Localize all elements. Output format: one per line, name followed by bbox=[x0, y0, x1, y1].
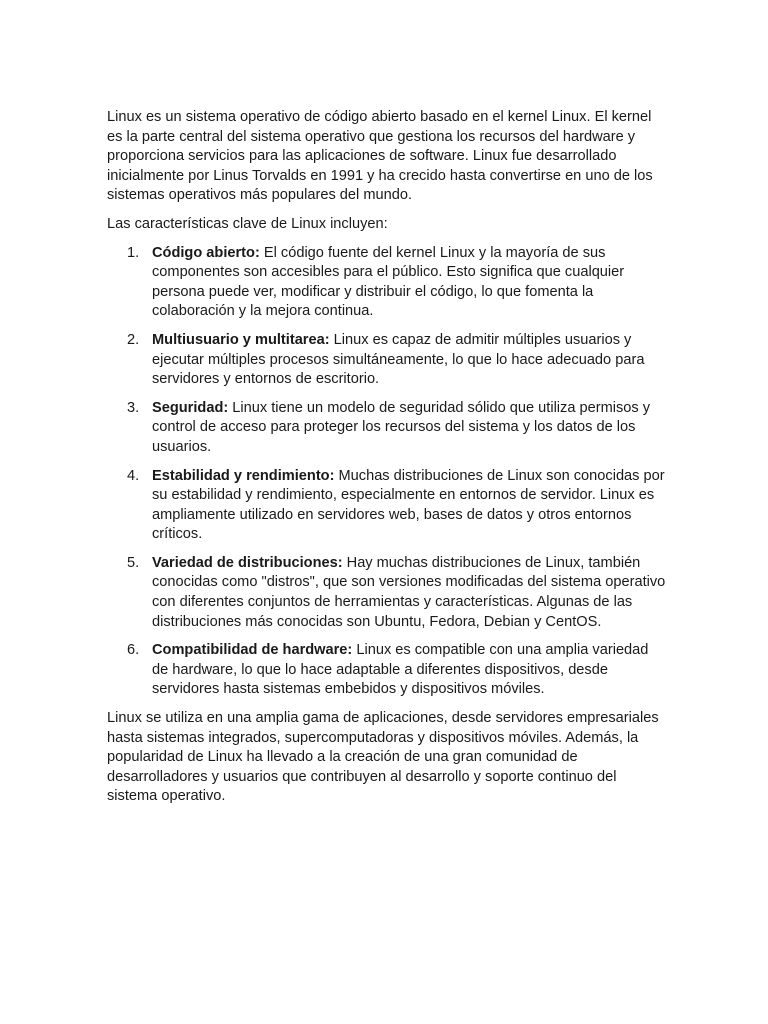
list-item-title: Seguridad: bbox=[152, 399, 229, 416]
list-item-title: Multiusuario y multitarea: bbox=[152, 331, 330, 348]
list-item-number: 2. bbox=[127, 331, 140, 348]
intro-paragraph: Linux es un sistema operativo de código abierto basado en el kernel Linux. El kernel es la parte central del sistema operativo que gestiona los recursos del hardware y proporciona servicios para las aplicaciones de software. Linux fue desarrollado inicialmente por Linus Torvalds en 1991 y ha crecido hasta convertirse en uno de los sistemas operativos más populares del mundo. bbox=[107, 109, 653, 204]
list-item-text: Linux es capaz de admitir múltiples usuarios y ejecutar múltiples procesos simultáneamente, lo que lo hace adecuado para servidores y entornos de escritorio. bbox=[152, 331, 645, 388]
list-item bbox=[107, 244, 667, 322]
document-page bbox=[107, 108, 667, 816]
list-intro-paragraph: Las características clave de Linux incluyen: bbox=[107, 215, 388, 232]
list-item-text: Linux tiene un modelo de seguridad sólido que utiliza permisos y control de acceso para proteger los recursos del sistema y los datos de los usuarios. bbox=[152, 399, 651, 455]
list-item-number: 4. bbox=[127, 467, 140, 484]
list-item-text: Hay muchas distribuciones de Linux, también conocidas como "distros", que son versiones modificadas del sistema operativo con diferentes conjuntos de herramientas y características. Algunas de las distribuciones más conocidas son Ubuntu, Fedora, Debian y CentOS. bbox=[152, 554, 666, 630]
list-item bbox=[107, 554, 667, 632]
list-item-text: Linux es compatible con una amplia variedad de hardware, lo que lo hace adaptable a diferentes dispositivos, desde servidores hasta sistemas embebidos y dispositivos móviles. bbox=[152, 642, 649, 698]
list-item-number: 3. bbox=[127, 399, 140, 416]
list-item bbox=[107, 331, 667, 390]
list-item-title: Variedad de distribuciones: bbox=[152, 554, 343, 571]
list-item bbox=[107, 641, 667, 700]
list-item bbox=[107, 399, 667, 458]
list-item-text: El código fuente del kernel Linux y la mayoría de sus componentes son accesibles para el público. Esto significa que cualquier persona puede ver, modificar y distribuir el código, lo que fomenta la colaboración y la mejora continua. bbox=[152, 244, 625, 320]
list-item-title: Estabilidad y rendimiento: bbox=[152, 467, 335, 484]
list-item-number: 6. bbox=[127, 642, 140, 659]
feature-list bbox=[107, 244, 667, 700]
closing-paragraph: Linux se utiliza en una amplia gama de aplicaciones, desde servidores empresariales hasta sistemas integrados, supercomputadoras y dispositivos móviles. Además, la popularidad de Linux ha llevado a la creación de una gran comunidad de desarrolladores y usuarios que contribuyen al desarrollo y soporte continuo del sistema operativo. bbox=[107, 710, 659, 805]
list-item-number: 1. bbox=[127, 244, 140, 261]
list-item-title: Compatibilidad de hardware: bbox=[152, 642, 353, 659]
list-item-number: 5. bbox=[127, 554, 140, 571]
list-item bbox=[107, 467, 667, 545]
list-item-text: Muchas distribuciones de Linux son conocidas por su estabilidad y rendimiento, especialmente en entornos de servidor. Linux es ampliamente utilizado en servidores web, bases de datos y otros entornos críticos. bbox=[152, 467, 665, 543]
list-item-title: Código abierto: bbox=[152, 244, 260, 261]
